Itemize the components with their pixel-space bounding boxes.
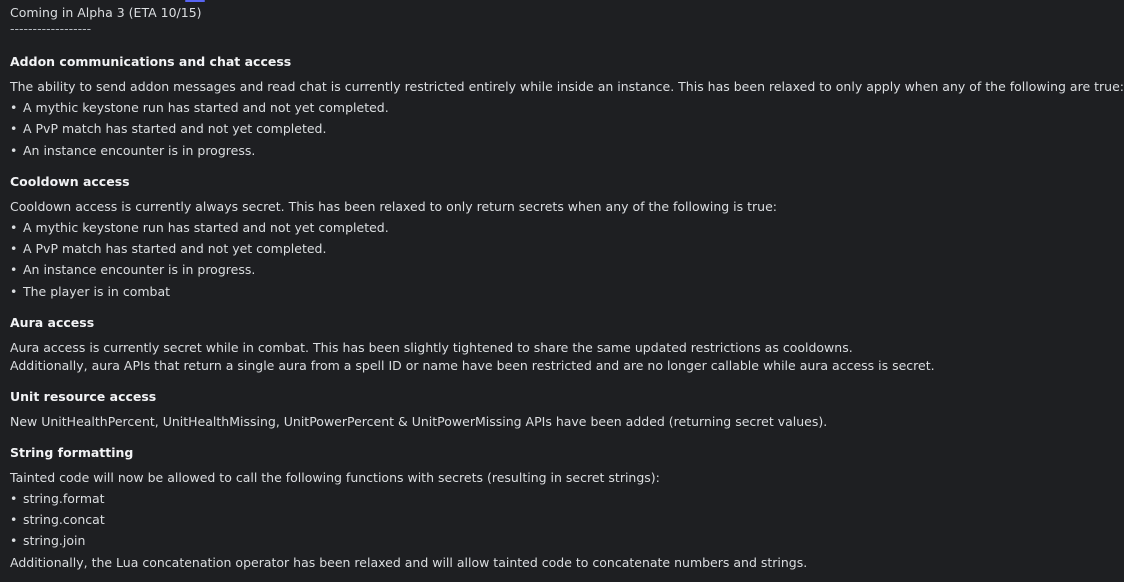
bullet-icon: •	[10, 220, 18, 235]
list-item: • An instance encounter is in progress.	[10, 262, 256, 277]
section-footer-string-formatting: Additionally, the Lua concatenation operator has been relaxed and will allow tainted code to concatenate numbers and strings.	[10, 555, 808, 570]
bullet-icon: •	[10, 533, 18, 548]
section-body-aura-2: Additionally, aura APIs that return a single aura from a spell ID or name have been restricted and are no longer callable while aura access is secret.	[10, 358, 935, 373]
section-body-cooldown: Cooldown access is currently always secret. This has been relaxed to only return secrets when any of the following is true:	[10, 199, 777, 214]
section-body-unit-resource: New UnitHealthPercent, UnitHealthMissing, UnitPowerPercent & UnitPowerMissing APIs have been added (returning secret values).	[10, 414, 828, 429]
section-heading-aura: Aura access	[10, 315, 95, 330]
section-heading-addon-comms: Addon communications and chat access	[10, 54, 292, 69]
bullet-icon: •	[10, 143, 18, 158]
bullet-icon: •	[10, 100, 18, 115]
intro-title: Coming in Alpha 3 (ETA 10/15)	[10, 5, 202, 20]
list-item: • A mythic keystone run has started and not yet completed.	[10, 220, 389, 235]
list-item: • string.format	[10, 491, 105, 506]
section-heading-cooldown: Cooldown access	[10, 174, 130, 189]
list-item: • A PvP match has started and not yet completed.	[10, 241, 327, 256]
intro-divider: ------------------	[10, 21, 92, 36]
list-item: • An instance encounter is in progress.	[10, 143, 256, 158]
bullet-icon: •	[10, 284, 18, 299]
bullet-icon: •	[10, 241, 18, 256]
section-body-aura: Aura access is currently secret while in combat. This has been slightly tightened to share the same updated restrictions as cooldowns.	[10, 340, 853, 355]
section-heading-unit-resource: Unit resource access	[10, 389, 157, 404]
section-heading-string-formatting: String formatting	[10, 445, 134, 460]
bullet-icon: •	[10, 491, 18, 506]
bullet-icon: •	[10, 121, 18, 136]
list-item: • A mythic keystone run has started and not yet completed.	[10, 100, 389, 115]
section-body-string-formatting: Tainted code will now be allowed to call the following functions with secrets (resulting in secret strings):	[10, 470, 660, 485]
list-item: • A PvP match has started and not yet completed.	[10, 121, 327, 136]
list-item: • string.concat	[10, 512, 105, 527]
bullet-icon: •	[10, 262, 18, 277]
reaction-indicator	[185, 0, 205, 2]
bullet-icon: •	[10, 512, 18, 527]
list-item: • string.join	[10, 533, 86, 548]
list-item: • The player is in combat	[10, 284, 171, 299]
section-body-addon-comms: The ability to send addon messages and read chat is currently restricted entirely while inside an instance. This has been relaxed to only apply when any of the following are true:	[10, 79, 1124, 94]
